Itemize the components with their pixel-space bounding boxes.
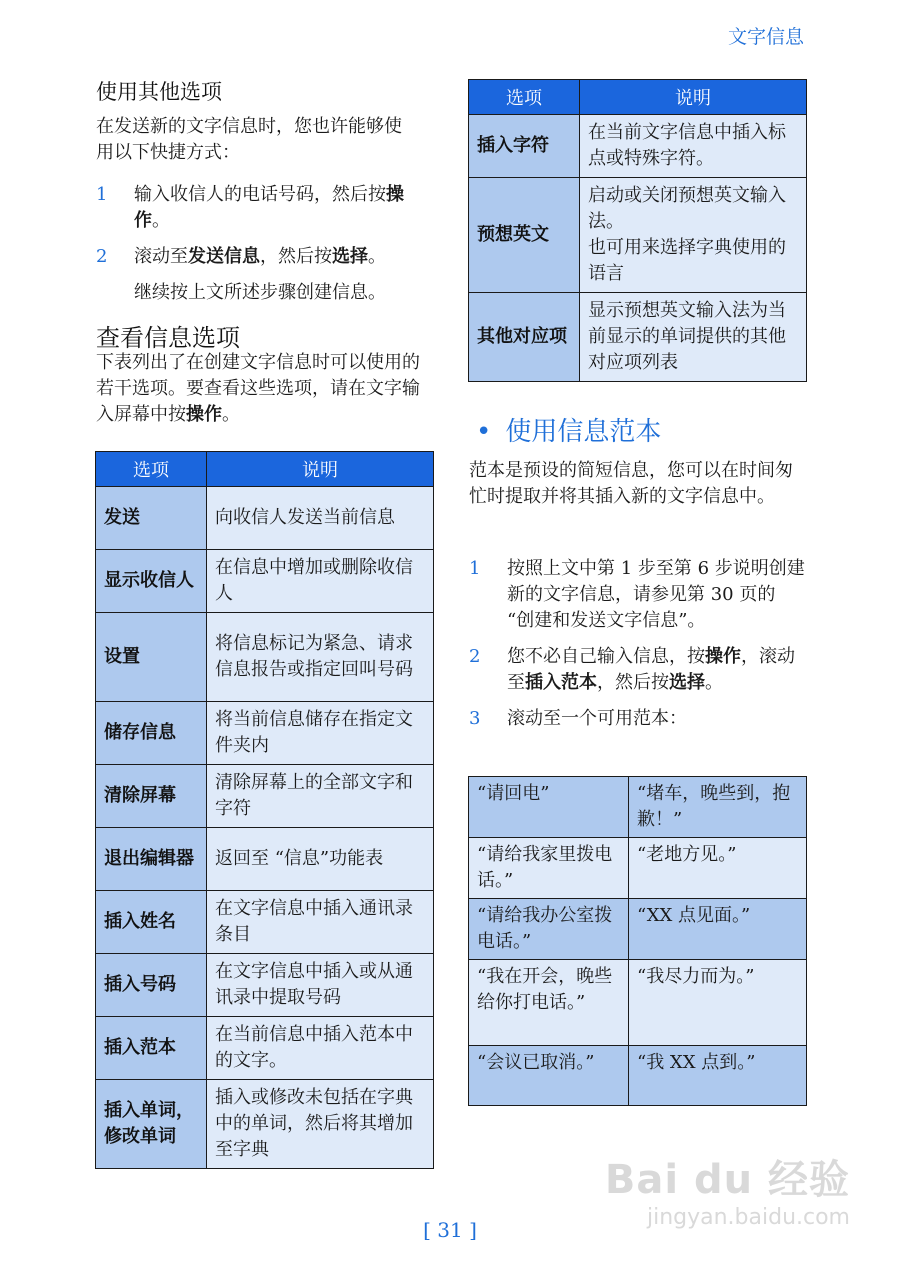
- desc-cell: 在文字信息中插入通讯录条目: [207, 891, 434, 954]
- step-text: 按照上文中第 1 步至第 6 步说明创建新的文字信息，请参见第 30 页的 “创建和发送文字信息”。: [507, 558, 805, 631]
- desc-line: 启动或关闭预想英文输入法。: [588, 185, 786, 232]
- table-row: [469, 178, 807, 293]
- table-row: [96, 550, 434, 613]
- table-row: [469, 777, 807, 838]
- heading-other-options: 使用其他选项: [96, 80, 222, 104]
- table-row: [469, 293, 807, 382]
- step-number: 2: [96, 246, 108, 267]
- templates-intro: 范本是预设的简短信息，您可以在时间匆忙时提取并将其插入新的文字信息中。: [469, 460, 793, 507]
- desc-cell: 清除屏幕上的全部文字和字符: [207, 765, 434, 828]
- table-row: [469, 1046, 807, 1106]
- option-cell: 显示收信人: [96, 550, 207, 613]
- desc-cell: 在文字信息中插入或从通讯录中提取号码: [207, 954, 434, 1017]
- desc-cell: 在信息中增加或删除收信人: [207, 550, 434, 613]
- table-row: [96, 487, 434, 550]
- step-text: 。: [705, 672, 723, 693]
- option-cell: 插入范本: [96, 1017, 207, 1080]
- step-text: ，然后按: [597, 672, 669, 693]
- col-header-option: 选项: [469, 80, 580, 115]
- watermark-brand: Bai du 经验: [604, 1157, 850, 1203]
- step-text: 输入收信人的电话号码，然后按: [134, 184, 386, 205]
- heading-view-options: 查看信息选项: [96, 324, 240, 352]
- continue-text: 继续按上文所述步骤创建信息。: [134, 282, 386, 303]
- desc-cell: 向收信人发送当前信息: [207, 487, 434, 550]
- option-cell: 设置: [96, 613, 207, 702]
- option-cell: 退出编辑器: [96, 828, 207, 891]
- section-title: 使用信息范本: [505, 417, 662, 447]
- option-cell: 预想英文: [469, 178, 580, 293]
- step-keyword: 选择: [669, 672, 705, 693]
- table-row: [469, 115, 807, 178]
- step-text: 。: [368, 246, 386, 267]
- desc-cell: 显示预想英文输入法为当前显示的单词提供的其他对应项列表: [580, 293, 807, 382]
- col-header-desc: 说明: [580, 80, 807, 115]
- template-cell: “XX 点见面。”: [629, 899, 807, 960]
- table-row: [96, 954, 434, 1017]
- table-row: [469, 838, 807, 899]
- step-number: 1: [469, 558, 481, 579]
- table-row: [469, 899, 807, 960]
- desc-cell: [580, 178, 807, 293]
- options-table: [95, 451, 434, 1169]
- desc-cell: 将当前信息储存在指定文件夹内: [207, 702, 434, 765]
- step-text: 滚动至: [134, 246, 188, 267]
- step-number: 2: [469, 646, 481, 667]
- step-text: 滚动至一个可用范本：: [507, 708, 687, 729]
- step-keyword: 插入范本: [525, 672, 597, 693]
- view-intro: [96, 350, 426, 428]
- step-number: 3: [469, 708, 481, 729]
- desc-cell: 在当前文字信息中插入标点或特殊字符。: [580, 115, 807, 178]
- desc-cell: 插入或修改未包括在字典中的单词，然后将其增加至字典: [207, 1080, 434, 1169]
- option-cell: 储存信息: [96, 702, 207, 765]
- col-header-desc: 说明: [207, 452, 434, 487]
- table-header-row: [96, 452, 434, 487]
- template-cell: “堵车，晚些到，抱歉！”: [629, 777, 807, 838]
- templates-table: [468, 776, 807, 1106]
- table-row: [469, 960, 807, 1046]
- list-item: [96, 182, 436, 234]
- template-cell: “我在开会，晚些给你打电话。”: [469, 960, 629, 1046]
- view-intro-keyword: 操作: [186, 404, 222, 425]
- table-row: [96, 1080, 434, 1169]
- template-cell: “请回电”: [469, 777, 629, 838]
- step-number: 1: [96, 184, 108, 205]
- options-table-continued: [468, 79, 807, 382]
- step-text: ，然后按: [260, 246, 332, 267]
- desc-cell: 在当前信息中插入范本中的文字。: [207, 1017, 434, 1080]
- table-row: [96, 828, 434, 891]
- table-row: [96, 891, 434, 954]
- option-cell: 其他对应项: [469, 293, 580, 382]
- template-cell: “请给我办公室拨电话。”: [469, 899, 629, 960]
- desc-cell: 返回至 “信息”功能表: [207, 828, 434, 891]
- table-row: [96, 702, 434, 765]
- view-intro-text: 。: [222, 404, 240, 425]
- option-cell: 发送: [96, 487, 207, 550]
- intro-paragraph: 在发送新的文字信息时，您也许能够使用以下快捷方式：: [96, 116, 402, 163]
- template-cell: “我 XX 点到。”: [629, 1046, 807, 1106]
- list-item: [96, 244, 436, 270]
- option-cell: 清除屏幕: [96, 765, 207, 828]
- view-intro-text: 下表列出了在创建文字信息时可以使用的若干选项。要查看这些选项，请在文字输入屏幕中按: [96, 352, 420, 425]
- section-header: 文字信息: [727, 26, 804, 48]
- step-keyword: 选择: [332, 246, 368, 267]
- page-number: [ 31 ]: [423, 1218, 477, 1242]
- list-item: [469, 706, 807, 732]
- shortcut-steps: [96, 182, 436, 270]
- step-keyword: 发送信息: [188, 246, 260, 267]
- template-steps: [469, 556, 807, 732]
- col-header-option: 选项: [96, 452, 207, 487]
- watermark-url: jingyan.baidu.com: [646, 1205, 850, 1230]
- table-header-row: [469, 80, 807, 115]
- template-cell: “请给我家里拨电话。”: [469, 838, 629, 899]
- section-heading-templates: [476, 411, 661, 448]
- template-cell: “我尽力而为。”: [629, 960, 807, 1046]
- step-keyword: 操作: [134, 184, 404, 231]
- step-text: ，滚动至: [507, 646, 795, 693]
- option-cell: 插入字符: [469, 115, 580, 178]
- list-item: [469, 556, 807, 634]
- step-keyword: 操作: [705, 646, 741, 667]
- option-cell: 插入号码: [96, 954, 207, 1017]
- option-cell: 插入单词，修改单词: [96, 1080, 207, 1169]
- template-cell: “老地方见。”: [629, 838, 807, 899]
- table-row: [96, 613, 434, 702]
- bullet-icon: •: [476, 417, 492, 447]
- desc-line: 也可用来选择字典使用的语言: [588, 237, 786, 284]
- table-row: [96, 1017, 434, 1080]
- template-cell: “会议已取消。”: [469, 1046, 629, 1106]
- list-item: [469, 644, 807, 696]
- step-text: 您不必自己输入信息，按: [507, 646, 705, 667]
- table-row: [96, 765, 434, 828]
- option-cell: 插入姓名: [96, 891, 207, 954]
- step-text: 。: [152, 210, 170, 231]
- desc-cell: 将信息标记为紧急、请求信息报告或指定回叫号码: [207, 613, 434, 702]
